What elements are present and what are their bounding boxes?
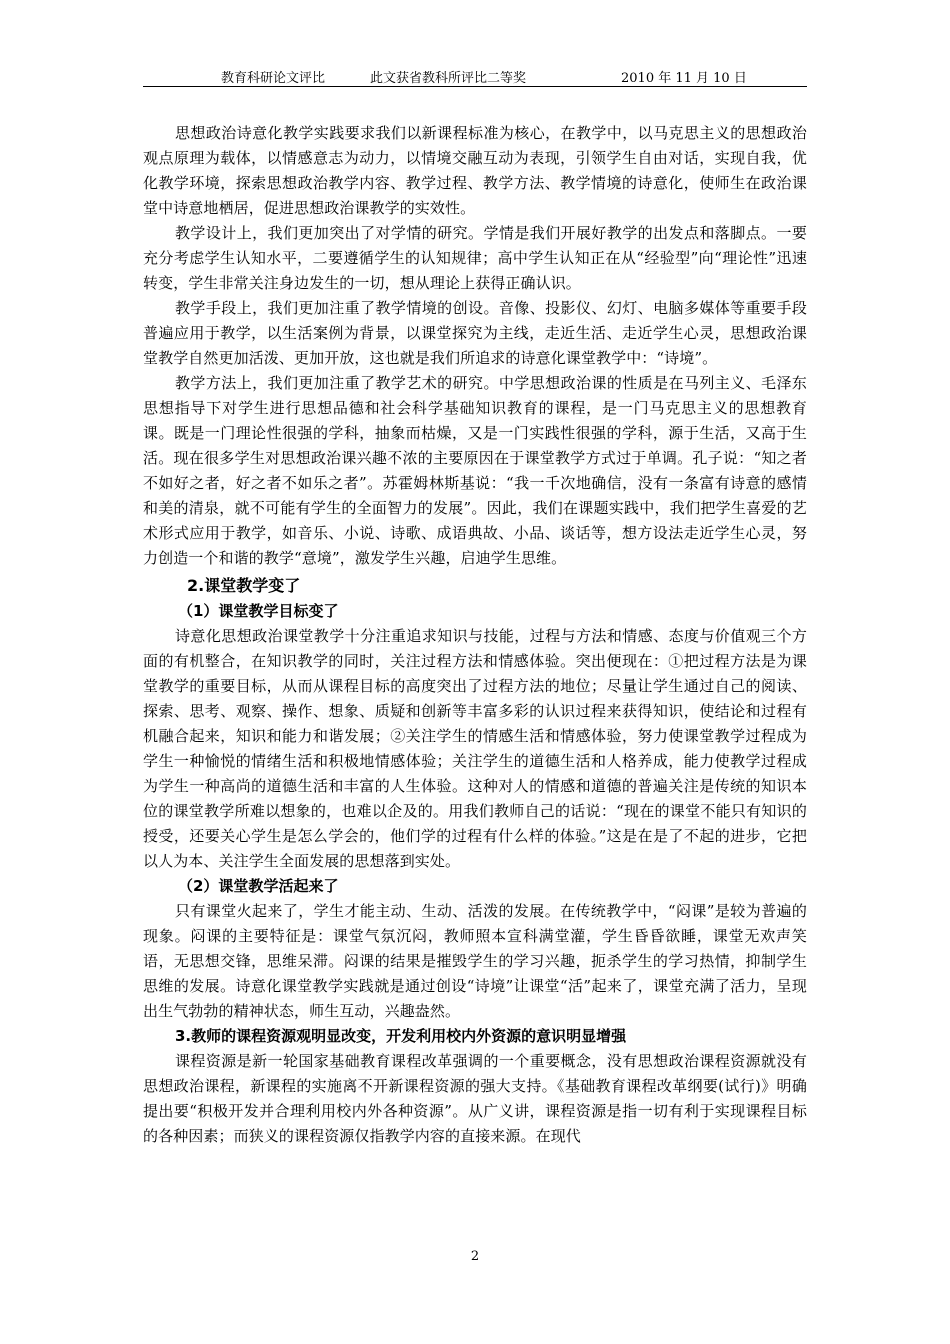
section-heading: 3.教师的课程资源观明显改变，开发利用校内外资源的意识明显增强 — [175, 1027, 627, 1045]
paragraph: 只有课堂火起来了，学生才能主动、生动、活泼的发展。在传统教学中，“闷课”是较为普遍的现象。闷课的主要特征是：课堂气氛沉闷，教师照本宣科满堂灌，学生昏昏欲睡，课堂无欢声笑语，无思想交锋，思维呆滞。闷课的结果是摧毁学生的学习兴趣，扼杀学生的学习热情，抑制学生思维的发展。诗意化课堂教学实践就是通过创设“诗境”让课堂“活”起来了，课堂充满了活力，呈现出生气勃勃的精神状态，师生互动，兴趣盎然。 — [143, 902, 807, 1020]
paragraph: 教学方法上，我们更加注重了教学艺术的研究。中学思想政治课的性质是在马列主义、毛泽东思想指导下对学生进行思想品德和社会科学基础知识教育的课程，是一门马克思主义的思想教育课。既是一门理论性很强的学科，抽象而枯燥，又是一门实践性很强的学科，源于生活，又高于生活。现在很多学生对思想政治课兴趣不浓的主要原因在于课堂教学方式过于单调。孔子说：“知之者不如好之者，好之者不如乐之者”。苏霍姆林斯基说：“我一千次地确信，没有一条富有诗意的感情和美的清泉，就不可能有学生的全面智力的发展”。因此，我们在课题实践中，我们把学生喜爱的艺术形式应用于教学，如音乐、小说、诗歌、成语典故、小品、谈话等，想方设法走近学生心灵，努力创造一个和谐的教学“意境”，激发学生兴趣，启迪学生思维。 — [143, 374, 807, 567]
section-heading: 2.课堂教学变了 — [187, 576, 301, 595]
subsection-heading: （1）课堂教学目标变了 — [178, 602, 339, 620]
header-middle-text: 此文获省教科所评比二等奖 — [370, 71, 527, 86]
header-left-text: 教育科研论文评比 — [221, 71, 326, 86]
paragraph: 诗意化思想政治课堂教学十分注重追求知识与技能，过程与方法和情感、态度与价值观三个方面的有机整合，在知识教学的同时，关注过程方法和情感体验。突出便现在：①把过程方法是为课堂教学的重要目标，从而从课程目标的高度突出了过程方法的地位；尽量让学生通过自己的阅读、探索、思考、观察、操作、想象、质疑和创新等丰富多彩的认识过程来获得知识，使结论和过程有机融合起来，知识和能力和谐发展；②关注学生的情感生活和情感体验，努力使课堂教学过程成为学生一种愉悦的情绪生活和积极地情感体验；关注学生的道德生活和人格养成，能力使教学过程成为学生一种高尚的道德生活和丰富的人生体验。这种对人的情感和道德的普遍关注是传统的知识本位的课堂教学所难以想象的，也难以企及的。用我们教师自己的话说：“现在的课堂不能只有知识的授受，还要关心学生是怎么学会的，他们学的过程有什么样的体验。”这是在是了不起的进步，它把以人为本、关注学生全面发展的思想落到实处。 — [143, 627, 807, 870]
header-date: 2010 年 11 月 10 日 — [621, 71, 747, 86]
paragraph: 课程资源是新一轮国家基础教育课程改革强调的一个重要概念，没有思想政治课程资源就没有思想政治课程，新课程的实施离不开新课程资源的强大支持。《基础教育课程改革纲要(试行)》明确提出要“积极开发并合理利用校内外各种资源”。从广义讲，课程资源是指一切有利于实现课程目标的各种因素；而狭义的课程资源仅指教学内容的直接来源。在现代 — [143, 1052, 807, 1145]
paragraph: 教学设计上，我们更加突出了对学情的研究。学情是我们开展好教学的出发点和落脚点。一要充分考虑学生认知水平，二要遵循学生的认知规律；高中学生认知正在从“经验型”向“理论性”迅速转变，学生非常关注身边发生的一切，想从理论上获得正确认识。 — [143, 224, 807, 292]
page-number: 2 — [470, 1249, 480, 1264]
page-header — [143, 66, 807, 87]
paragraph: 教学手段上，我们更加注重了教学情境的创设。音像、投影仪、幻灯、电脑多媒体等重要手段普遍应用于教学，以生活案例为背景，以课堂探究为主线，走近生活、走近学生心灵，思想政治课堂教学自然更加活泼、更加开放，这也就是我们所追求的诗意化课堂教学中：“诗境”。 — [143, 299, 807, 367]
paragraph: 思想政治诗意化教学实践要求我们以新课程标准为核心，在教学中，以马克思主义的思想政治观点原理为载体，以情感意志为动力，以情境交融互动为表现，引领学生自由对话，实现自我，优化教学环境，探索思想政治教学内容、教学过程、教学方法、教学情境的诗意化，使师生在政治课堂中诗意地栖居，促进思想政治课教学的实效性。 — [143, 124, 807, 217]
subsection-heading: （2）课堂教学活起来了 — [178, 877, 339, 895]
document-body — [143, 121, 807, 1149]
